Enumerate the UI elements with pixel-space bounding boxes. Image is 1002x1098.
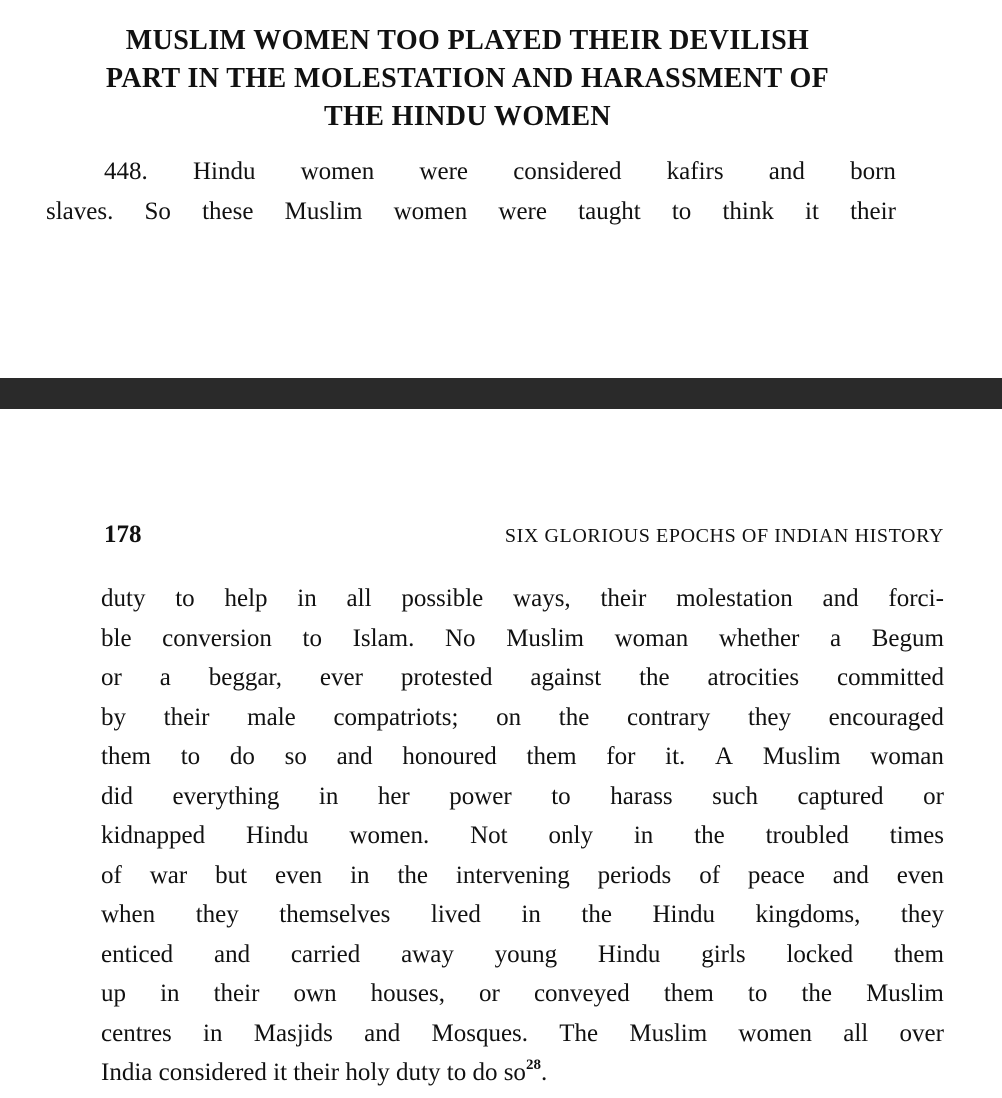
word: them — [893, 940, 944, 968]
text-line — [101, 619, 944, 659]
word: think — [722, 198, 774, 225]
word: in — [318, 782, 339, 810]
bottom-page-fragment — [0, 409, 1002, 1098]
word: woman — [614, 624, 689, 652]
word: centres — [101, 1019, 172, 1047]
word: in — [521, 901, 541, 928]
word: the — [581, 901, 612, 928]
word: peace — [747, 861, 805, 889]
word: harass — [610, 782, 673, 810]
word: in — [633, 822, 654, 849]
word: were — [419, 158, 468, 185]
heading-line: MUSLIM WOMEN TOO PLAYED THEIR DEVILISH — [125, 25, 810, 56]
word: these — [202, 198, 254, 225]
word: No — [445, 624, 476, 652]
word: against — [530, 664, 602, 691]
word: compatriots; — [333, 703, 459, 731]
word: committed — [837, 664, 944, 691]
word: Muslim — [629, 1019, 708, 1047]
word: kafirs — [666, 158, 724, 185]
word: power — [449, 782, 512, 810]
word: whether — [718, 624, 800, 652]
text-line — [101, 974, 944, 1014]
word: times — [889, 822, 944, 849]
text-line — [101, 816, 944, 856]
word: war — [149, 861, 188, 889]
word: protested — [400, 664, 493, 691]
word: their — [850, 198, 896, 225]
word: to — [180, 743, 201, 770]
word: in — [203, 1019, 223, 1047]
word: lived — [430, 901, 481, 928]
word: their — [600, 585, 647, 612]
text-line — [101, 1053, 944, 1093]
word: their — [163, 703, 210, 731]
word: only — [548, 822, 593, 849]
word: they — [900, 901, 944, 928]
word: the — [397, 861, 428, 889]
word: troubled — [765, 822, 849, 849]
word: periods — [597, 861, 672, 889]
word: and — [768, 158, 805, 185]
running-header — [104, 521, 944, 549]
word: intervening — [455, 861, 570, 889]
word: to — [302, 624, 322, 652]
word: they — [747, 703, 791, 731]
page-number: 178 — [104, 521, 142, 548]
word: even — [896, 861, 944, 889]
word: women — [393, 198, 468, 225]
word: the — [639, 664, 670, 691]
word: by — [101, 703, 126, 731]
word: A — [715, 743, 734, 770]
word: ble — [101, 624, 132, 652]
word: in — [160, 980, 180, 1007]
heading-line: PART IN THE MOLESTATION AND HARASSMENT OF — [105, 63, 830, 94]
word: kidnapped — [101, 822, 206, 849]
word: the — [558, 703, 590, 731]
word: everything — [172, 782, 280, 810]
word: Hindu — [652, 901, 715, 928]
top-page-fragment — [0, 0, 1002, 378]
word: when — [101, 901, 156, 928]
word: a — [159, 664, 171, 691]
heading-line: THE HINDU WOMEN — [323, 101, 612, 132]
word: such — [712, 782, 758, 810]
word: captured — [797, 782, 884, 810]
word: all — [346, 585, 372, 612]
word: ways, — [513, 585, 571, 612]
word: young — [494, 940, 558, 968]
word: the — [694, 822, 725, 849]
word: her — [377, 782, 410, 810]
word: Islam. — [352, 624, 415, 652]
word: forci- — [888, 585, 944, 612]
word: they — [195, 901, 239, 928]
word: contrary — [626, 703, 711, 731]
word: honoured — [402, 743, 497, 770]
paragraph-448-opening — [46, 152, 896, 232]
text-line — [101, 737, 944, 777]
word: Muslim — [866, 980, 944, 1007]
last-line-text: India considered it their holy duty to do so — [101, 1059, 526, 1086]
word: own — [293, 980, 337, 1007]
word: all — [843, 1019, 869, 1047]
word: Muslim — [762, 743, 841, 770]
word: them — [101, 743, 151, 770]
text-line — [46, 192, 896, 232]
word: Masjids — [253, 1019, 333, 1047]
word: taught — [578, 198, 641, 225]
word: them — [663, 980, 714, 1007]
word: Not — [470, 822, 508, 849]
word: carried — [290, 940, 361, 968]
word: in — [297, 585, 317, 612]
word: and — [822, 585, 859, 612]
word: and — [213, 940, 251, 968]
word: houses, — [370, 980, 445, 1007]
word: duty — [101, 585, 146, 612]
text-line — [101, 579, 944, 619]
footnote-marker: 28 — [525, 1057, 541, 1073]
word: but — [215, 861, 248, 889]
word: possible — [401, 585, 484, 612]
word: a — [830, 624, 842, 652]
word: of — [699, 861, 721, 889]
word: conveyed — [533, 980, 630, 1007]
word: Muslim — [284, 198, 363, 225]
word: locked — [786, 940, 854, 968]
word: and — [364, 1019, 401, 1047]
word: away — [401, 940, 454, 968]
word: born — [850, 158, 896, 185]
word: for — [606, 743, 636, 770]
word: were — [498, 198, 547, 225]
word: So — [144, 198, 171, 225]
word: help — [224, 585, 268, 612]
word: themselves — [279, 901, 391, 928]
word: it. — [665, 743, 686, 770]
word: Mosques. — [431, 1019, 529, 1047]
word: so — [284, 743, 307, 770]
word: male — [247, 703, 296, 731]
word: atrocities — [707, 664, 800, 691]
word: kingdoms, — [755, 901, 861, 928]
text-line — [101, 1014, 944, 1054]
word: up — [101, 980, 126, 1007]
word: to — [175, 585, 195, 612]
word: or — [101, 664, 122, 691]
word: them — [526, 743, 577, 770]
word: and — [832, 861, 869, 889]
word: and — [336, 743, 373, 770]
running-title: SIX GLORIOUS EPOCHS OF INDIAN HISTORY — [504, 525, 944, 547]
word: woman — [870, 743, 944, 770]
page-break-bar — [0, 378, 1002, 409]
section-heading — [0, 22, 935, 136]
word: Hindu — [246, 822, 309, 849]
word: do — [229, 743, 255, 770]
word: their — [213, 980, 260, 1007]
text-line — [101, 658, 944, 698]
word: the — [801, 980, 832, 1007]
text-line — [101, 935, 944, 975]
word: ever — [319, 664, 363, 691]
word: conversion — [162, 624, 272, 652]
word: women. — [349, 822, 430, 849]
word: molestation — [676, 585, 793, 612]
word: even — [274, 861, 323, 889]
word: enticed — [101, 940, 174, 968]
word: on — [496, 703, 522, 731]
word: women — [300, 158, 375, 185]
text-line — [46, 152, 896, 192]
word: women — [738, 1019, 813, 1047]
word: or — [923, 782, 944, 810]
word: to — [671, 198, 692, 225]
text-line — [101, 895, 944, 935]
word: did — [101, 782, 133, 810]
text-line — [101, 777, 944, 817]
text-line — [101, 856, 944, 896]
word: 448. — [104, 158, 148, 185]
word: to — [551, 782, 571, 810]
word: of — [101, 861, 122, 889]
word: in — [350, 861, 370, 889]
word: over — [899, 1019, 944, 1047]
word: Muslim — [506, 624, 584, 652]
paragraph-448-continuation — [101, 579, 944, 1093]
word: considered — [513, 158, 622, 185]
word: encouraged — [828, 703, 944, 731]
word: slaves. — [46, 198, 114, 225]
word: beggar, — [208, 664, 282, 691]
word: or — [479, 980, 500, 1007]
word: Hindu — [597, 940, 661, 968]
last-line-end: . — [540, 1059, 548, 1086]
word: girls — [701, 940, 746, 968]
word: Hindu — [192, 158, 256, 185]
word: The — [559, 1019, 599, 1047]
word: to — [747, 980, 768, 1007]
text-line — [101, 698, 944, 738]
word: Begum — [871, 624, 944, 652]
word: it — [805, 198, 819, 225]
